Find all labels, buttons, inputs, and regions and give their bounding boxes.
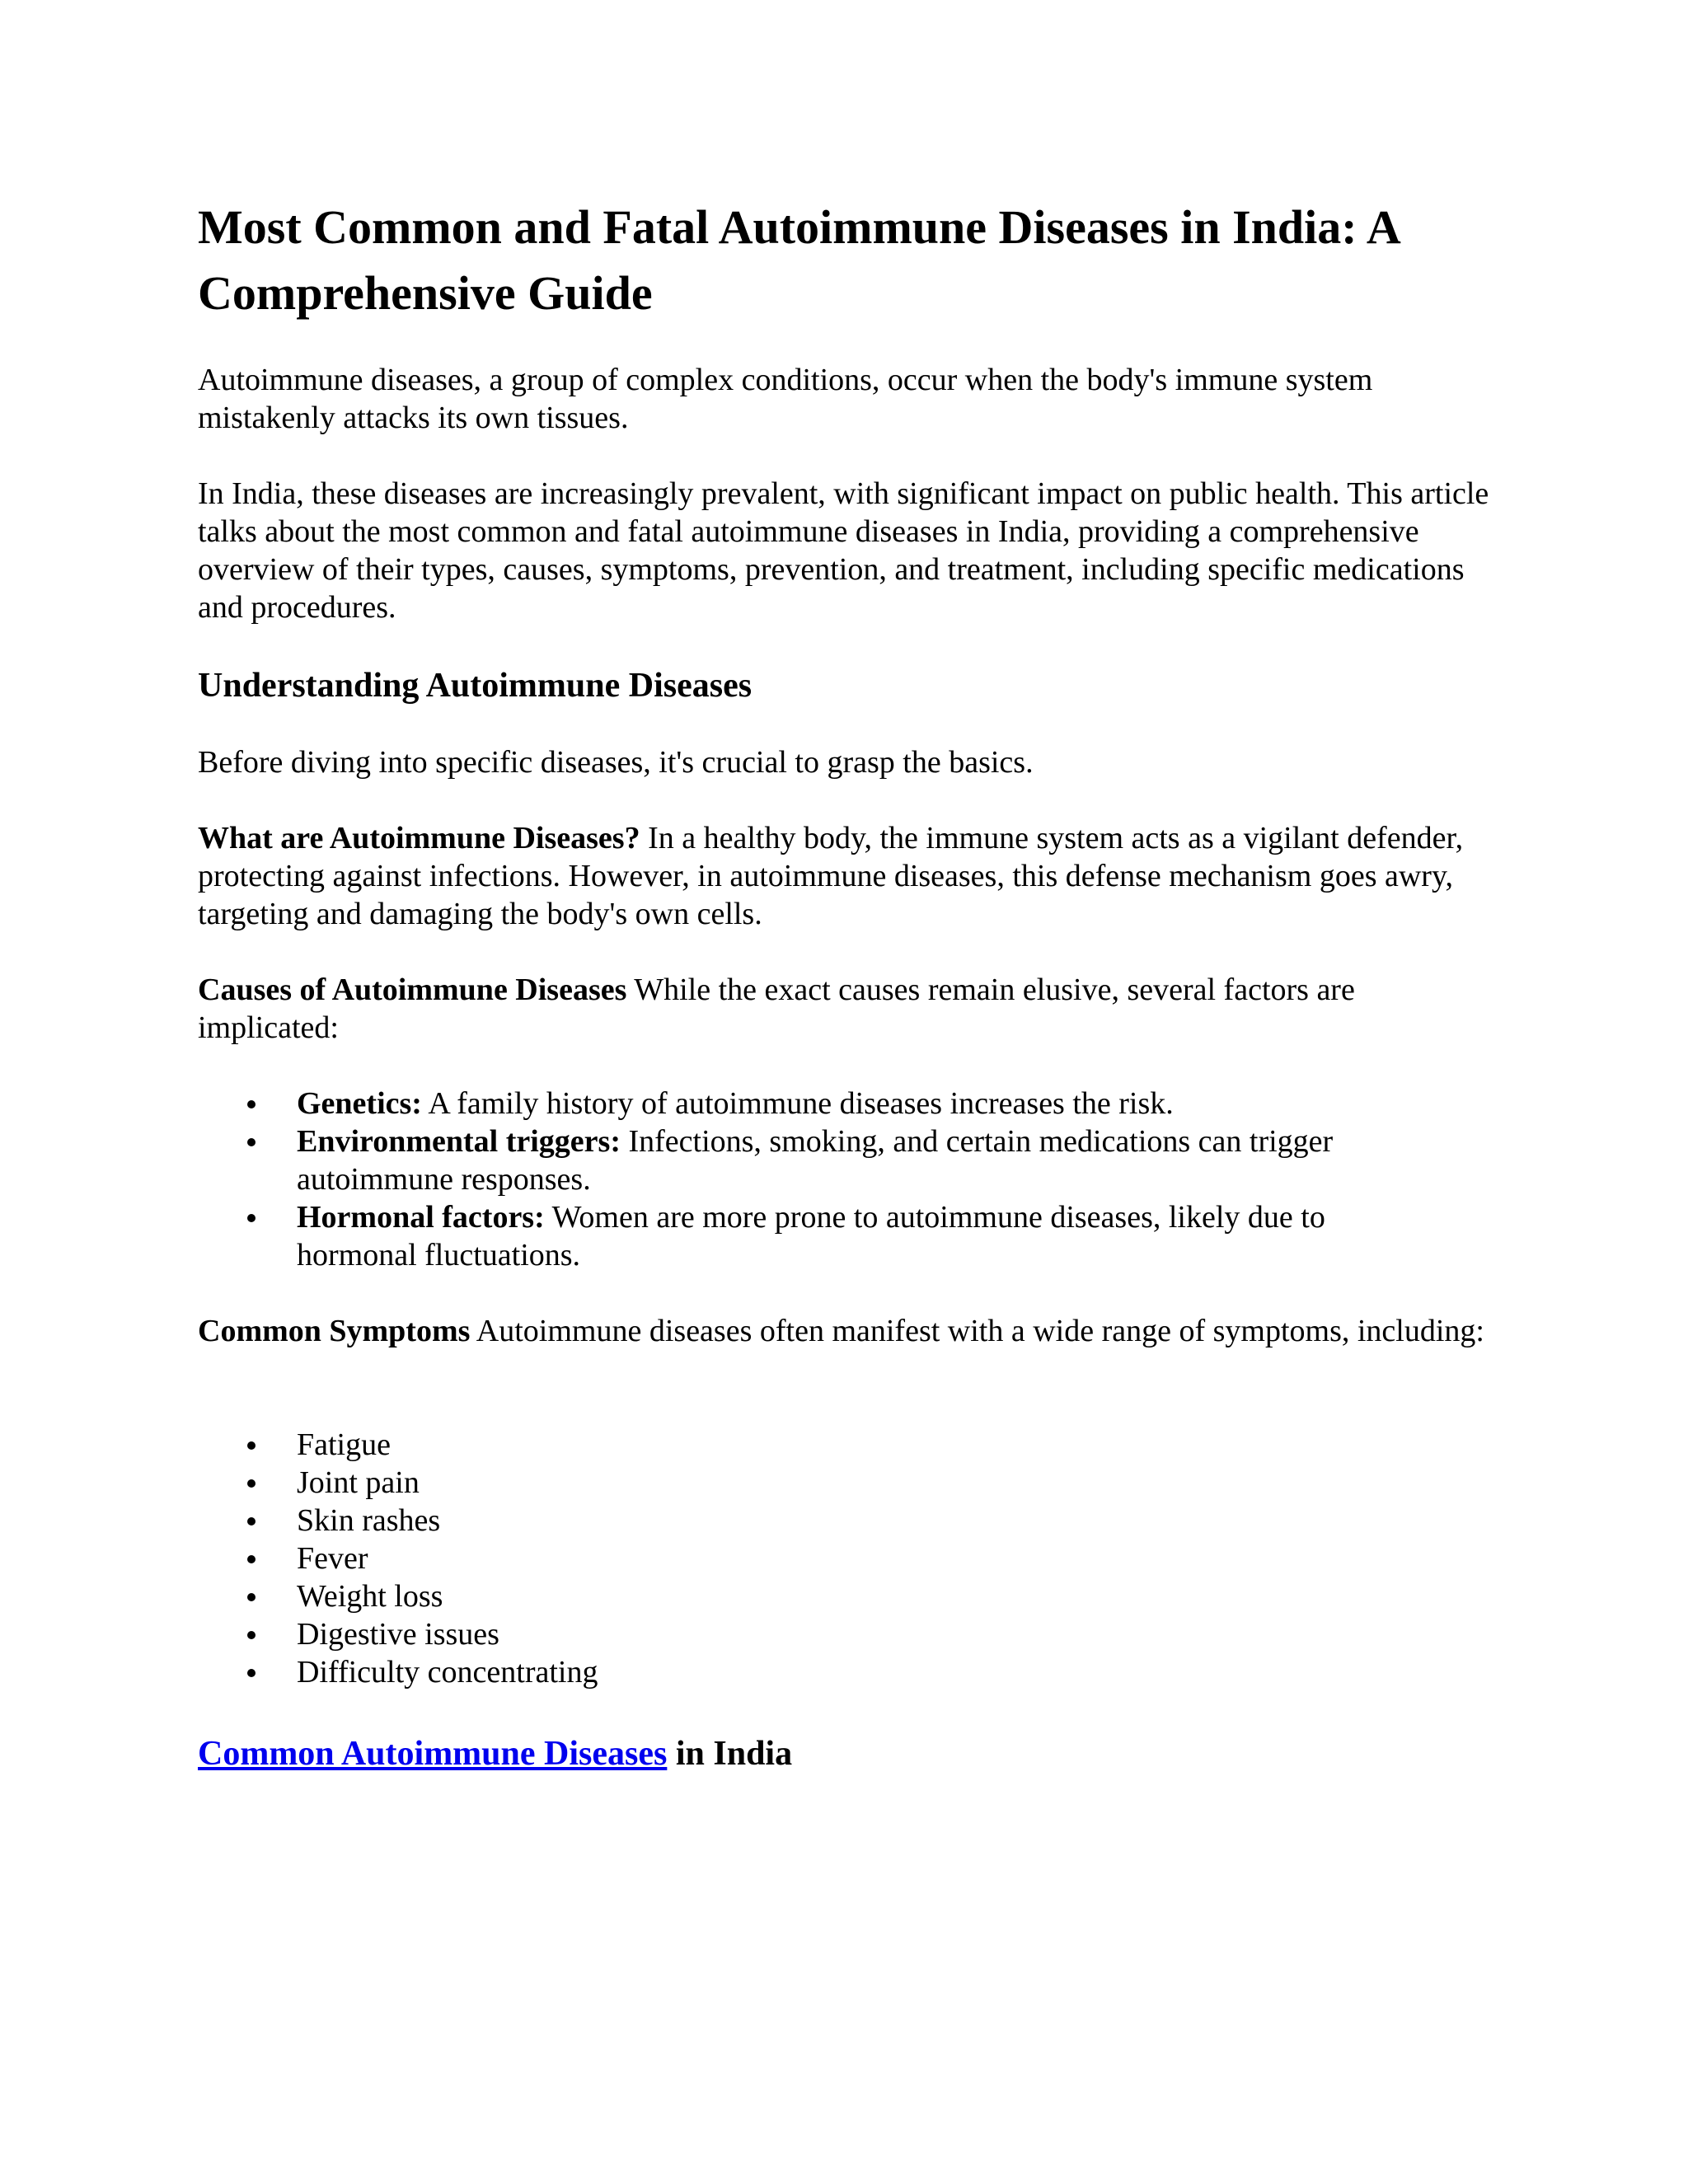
section-heading-understanding: Understanding Autoimmune Diseases bbox=[198, 667, 753, 705]
bullet-icon bbox=[247, 1517, 256, 1526]
cause-text: A family history of autoimmune diseases increases the risk. bbox=[421, 1086, 1174, 1121]
bullet-icon bbox=[247, 1441, 256, 1450]
list-item bbox=[198, 1198, 1401, 1274]
causes-list bbox=[198, 1085, 1401, 1274]
list-item bbox=[198, 1653, 1401, 1691]
section-heading-rest: in India bbox=[667, 1735, 793, 1773]
symptom-text: Skin rashes bbox=[297, 1503, 441, 1538]
symptoms-label: Common Symptoms bbox=[198, 1314, 471, 1348]
bullet-icon bbox=[247, 1669, 256, 1677]
cause-label: Hormonal factors: bbox=[297, 1200, 545, 1235]
symptom-text: Joint pain bbox=[297, 1465, 420, 1500]
symptom-text: Fatigue bbox=[297, 1427, 391, 1462]
bullet-icon bbox=[247, 1138, 256, 1146]
symptom-text: Difficulty concentrating bbox=[297, 1655, 598, 1690]
bullet-icon bbox=[247, 1593, 256, 1601]
list-item bbox=[198, 1085, 1401, 1122]
causes-paragraph bbox=[198, 971, 1500, 1047]
bullet-icon bbox=[247, 1555, 256, 1563]
list-item bbox=[198, 1540, 1401, 1577]
what-are-paragraph bbox=[198, 819, 1500, 933]
symptom-text: Fever bbox=[297, 1541, 368, 1576]
cause-text: Infections, smoking, and certain medications can trigger autoimmune responses. bbox=[297, 1124, 1334, 1197]
cause-text: Women are more prone to autoimmune diseases, likely due to hormonal fluctuations. bbox=[297, 1200, 1325, 1272]
section-lead-paragraph: Before diving into specific diseases, it's crucial to grasp the basics. bbox=[198, 745, 1034, 780]
intro-paragraph-2: In India, these diseases are increasingly prevalent, with significant impact on public health. This article talks about the most common and fatal autoimmune diseases in India, providing a comprehensive overview of their types, causes, symptoms, prevention, and treatment, including specific medications and procedures. bbox=[198, 476, 1489, 625]
bullet-icon bbox=[247, 1479, 256, 1488]
what-are-label: What are Autoimmune Diseases? bbox=[198, 821, 640, 855]
symptoms-text: Autoimmune diseases often manifest with a wide range of symptoms, including: bbox=[470, 1314, 1484, 1348]
symptom-text: Weight loss bbox=[297, 1579, 443, 1614]
symptom-text: Digestive issues bbox=[297, 1617, 499, 1652]
list-item bbox=[198, 1426, 1401, 1464]
causes-label: Causes of Autoimmune Diseases bbox=[198, 972, 627, 1007]
cause-label: Environmental triggers: bbox=[297, 1124, 621, 1159]
bullet-icon bbox=[247, 1631, 256, 1639]
symptoms-paragraph bbox=[198, 1312, 1500, 1350]
bullet-icon bbox=[247, 1100, 256, 1108]
section-heading-common-diseases bbox=[198, 1731, 792, 1777]
list-item bbox=[198, 1122, 1401, 1198]
symptoms-list bbox=[198, 1426, 1401, 1691]
list-item bbox=[198, 1464, 1401, 1502]
page-title: Most Common and Fatal Autoimmune Diseases in India: A Comprehensive Guide bbox=[198, 200, 1399, 320]
bullet-icon bbox=[247, 1214, 256, 1222]
list-item bbox=[198, 1615, 1401, 1653]
causes-text: While the exact causes remain elusive, several factors are implicated: bbox=[198, 972, 1355, 1045]
list-item bbox=[198, 1502, 1401, 1540]
common-diseases-link[interactable]: Common Autoimmune Diseases bbox=[198, 1735, 668, 1773]
cause-label: Genetics: bbox=[297, 1086, 422, 1121]
list-item bbox=[198, 1577, 1401, 1615]
what-are-text: In a healthy body, the immune system acts as a vigilant defender, protecting against infections. However, in autoimmune diseases, this defense mechanism goes awry, targeting and damaging the body's own cells. bbox=[198, 821, 1464, 931]
intro-paragraph-1: Autoimmune diseases, a group of complex conditions, occur when the body's immune system mistakenly attacks its own tissues. bbox=[198, 363, 1373, 435]
